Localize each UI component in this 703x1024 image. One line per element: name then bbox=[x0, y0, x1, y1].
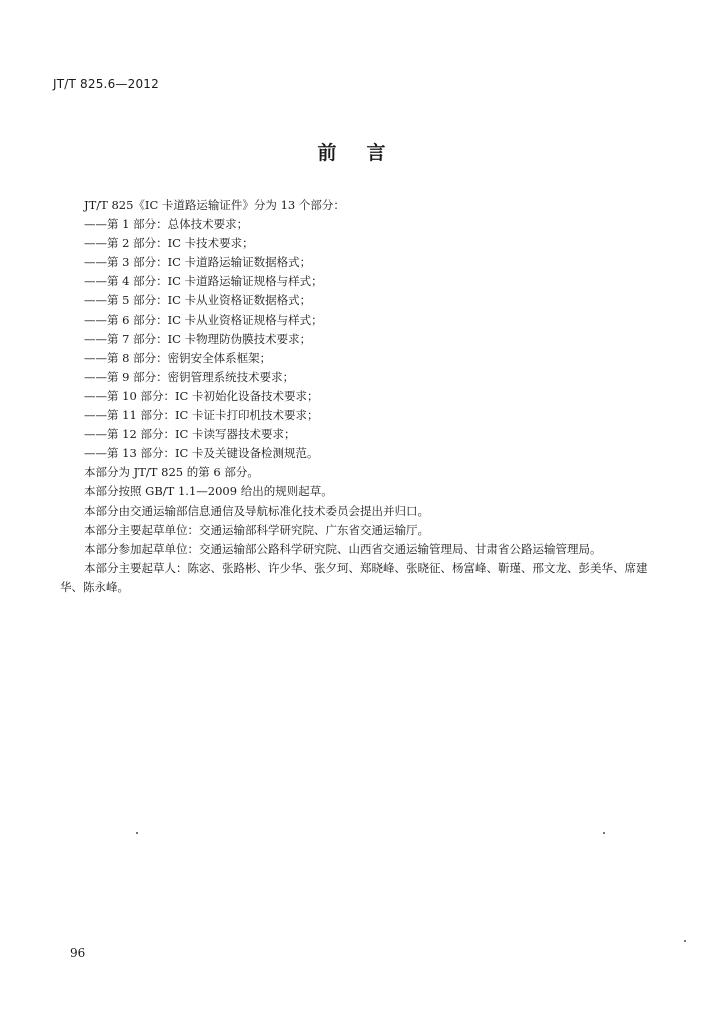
part-item-6: ——第 6 部分：IC 卡从业资格证规格与样式； bbox=[84, 312, 323, 327]
foreword-body bbox=[60, 196, 650, 597]
part-item-13: ——第 13 部分：IC 卡及关键设备检测规范。 bbox=[84, 446, 319, 461]
paragraph-drafting-rules: 本部分按照 GB/T 1.1—2009 给出的规则起草。 bbox=[84, 484, 333, 499]
part-item-12: ——第 12 部分：IC 卡读写器技术要求； bbox=[84, 427, 296, 442]
part-item-7: ——第 7 部分：IC 卡物理防伪膜技术要求； bbox=[84, 331, 312, 346]
part-item-4: ——第 4 部分：IC 卡道路运输证规格与样式； bbox=[84, 274, 323, 289]
part-item-8: ——第 8 部分：密钥安全体系框架； bbox=[84, 350, 272, 365]
part-item-2: ——第 2 部分：IC 卡技术要求； bbox=[84, 236, 254, 251]
paragraph-main-drafters: 本部分主要起草人：陈宓、张路彬、许少华、张夕珂、郑晓峰、张晓征、杨富峰、靳瑾、邢文龙、彭美华、席建华、陈永峰。 bbox=[60, 560, 648, 594]
part-item-11: ——第 11 部分：IC 卡证卡打印机技术要求； bbox=[84, 408, 319, 423]
intro-line: JT/T 825《IC 卡道路运输证件》分为 13 个部分： bbox=[84, 198, 345, 212]
paragraph-proposer: 本部分由交通运输部信息通信及导航标准化技术委员会提出并归口。 bbox=[84, 503, 429, 518]
standard-code: JT/T 825.6—2012 bbox=[53, 77, 159, 91]
scan-speck bbox=[603, 832, 605, 834]
paragraph-part-number: 本部分为 JT/T 825 的第 6 部分。 bbox=[84, 465, 259, 480]
part-item-1: ——第 1 部分：总体技术要求； bbox=[84, 217, 249, 232]
page-number: 96 bbox=[70, 946, 86, 960]
part-item-9: ——第 9 部分：密钥管理系统技术要求； bbox=[84, 369, 295, 384]
paragraph-participating-units: 本部分参加起草单位：交通运输部公路科学研究院、山西省交通运输管理局、甘肃省公路运输管理局。 bbox=[84, 541, 602, 556]
part-item-10: ——第 10 部分：IC 卡初始化设备技术要求； bbox=[84, 388, 319, 403]
part-item-3: ——第 3 部分：IC 卡道路运输证数据格式； bbox=[84, 255, 312, 270]
page-title: 前言 bbox=[317, 142, 416, 164]
scan-speck bbox=[136, 832, 138, 834]
scan-speck bbox=[684, 940, 686, 942]
part-item-5: ——第 5 部分：IC 卡从业资格证数据格式； bbox=[84, 293, 312, 308]
paragraph-main-drafting-units: 本部分主要起草单位：交通运输部科学研究院、广东省交通运输厅。 bbox=[84, 522, 429, 537]
